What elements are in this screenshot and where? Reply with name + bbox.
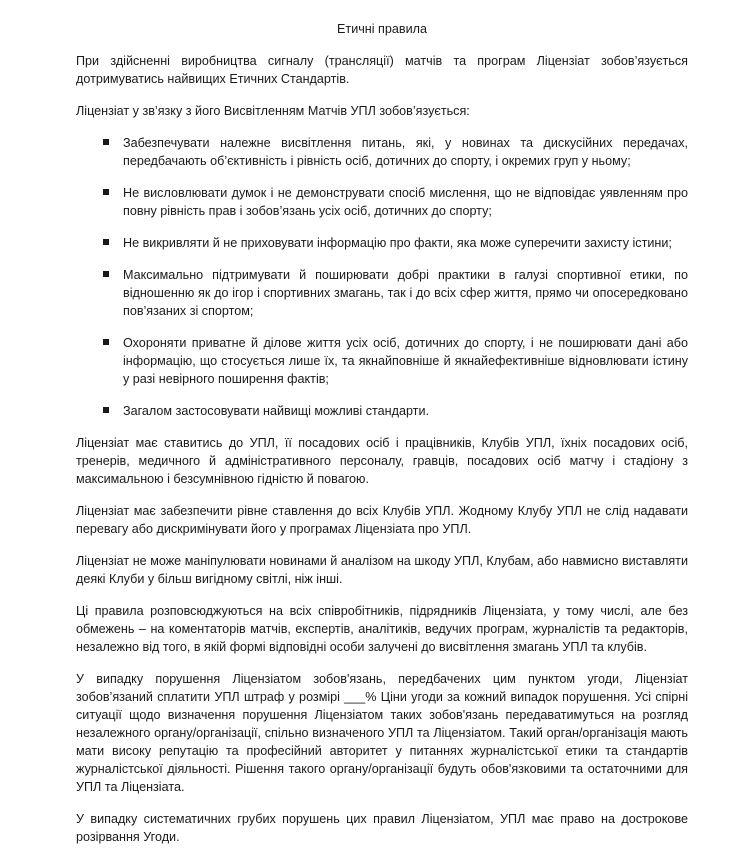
list-item <box>76 234 688 252</box>
list-item-text: Не висловлювати думок і не демонструвати спосіб мислення, що не відповідає уявленням про повну рівність прав і зобов’язань усіх осіб, дотичних до спорту; <box>123 186 688 218</box>
list-item-text: Забезпечувати належне висвітлення питань, які, у новинах та дискусійних передачах, передбачають об’єктивність і рівність осіб, дотичних до спорту, і окремих груп у ньому; <box>123 136 688 168</box>
intro-paragraph: При здійсненні виробництва сигналу (трансляції) матчів та програм Ліцензіат зобов’язується дотримуватись найвищих Етичних Стандартів. <box>76 54 688 86</box>
list-item <box>76 266 688 320</box>
bullet-icon <box>103 339 109 345</box>
termination-paragraph: У випадку систематичних грубих порушень цих правил Ліцензіатом, УПЛ має право на дострокове розірвання Угоди. <box>76 812 688 844</box>
list-item <box>76 334 688 388</box>
list-item-text: Загалом застосовувати найвищі можливі стандарти. <box>123 404 429 418</box>
bullet-icon <box>103 407 109 413</box>
list-item-text: Не викривляти й не приховувати інформацію про факти, яка може суперечити захисту істини; <box>123 236 672 250</box>
obligations-list <box>76 134 688 420</box>
bullet-icon <box>103 189 109 195</box>
penalty-paragraph: У випадку порушення Ліцензіатом зобов'язань, передбачених цим пунктом угоди, Ліцензіат зобов’язаний сплатити УПЛ штраф у розмірі ___% Ціни угоди за кожний випадок порушення. Усі спірні ситуації щодо визначення порушення Ліцензіатом таких зобов'язань передаватимуться на розгляд незалежного органу/організації, спільно визначеного УПЛ та Ліцензіатом. Такий орган/організація мають мати високу репутацію та професійний авторитет у питаннях журналістської етики та стандартів журналістської діяльності. Рішення такого органу/організації будуть обов'язковими та остаточними для УПЛ та Ліцензіата. <box>76 672 688 794</box>
list-item-text: Охороняти приватне й ділове життя усіх осіб, дотичних до спорту, і не поширювати дані або інформацію, що стосується лише їх, та якнайповніше й якнайефективніше відновлювати істину у разі невірного поширення фактів; <box>123 336 688 386</box>
document-title: Етичні правила <box>337 22 427 36</box>
equal-treatment-paragraph: Ліцензіат має забезпечити рівне ставлення до всіх Клубів УПЛ. Жодному Клубу УПЛ не слід надавати перевагу або дискримінувати його у програмах Ліцензіата про УПЛ. <box>76 504 688 536</box>
bullet-icon <box>103 139 109 145</box>
bullet-icon <box>103 271 109 277</box>
list-item-text: Максимально підтримувати й поширювати добрі практики в галузі спортивної етики, по відношенню як до ігор і спортивних змагань, так і до всіх сфер життя, прямо чи опосередковано пов’язаних зі спортом; <box>123 268 688 318</box>
respect-paragraph: Ліцензіат має ставитись до УПЛ, її посадових осіб і працівників, Клубів УПЛ, їхніх посадових осіб, тренерів, медичного й адміністративного персоналу, гравців, посадових осіб матчу і стадіону з максимальною і безсумнівною гідністю й повагою. <box>76 436 688 486</box>
list-item <box>76 184 688 220</box>
list-item <box>76 402 688 420</box>
no-manipulation-paragraph: Ліцензіат не може маніпулювати новинами й аналізом на шкоду УПЛ, Клубам, або навмисно виставляти деякі Клуби у більш вигідному світлі, ніж інші. <box>76 554 688 586</box>
scope-paragraph: Ці правила розповсюджуються на всіх співробітників, підрядників Ліцензіата, у тому числі, але без обмежень – на коментаторів матчів, експертів, аналітиків, ведучих програм, журналістів та редакторів, незалежно від того, в якій формі відповідні особи залучені до висвітлення змагань УПЛ та клубів. <box>76 604 688 654</box>
obligations-lead: Ліцензіат у зв’язку з його Висвітленням Матчів УПЛ зобов’язується: <box>76 104 470 118</box>
document-page <box>76 20 688 860</box>
list-item <box>76 134 688 170</box>
bullet-icon <box>103 239 109 245</box>
